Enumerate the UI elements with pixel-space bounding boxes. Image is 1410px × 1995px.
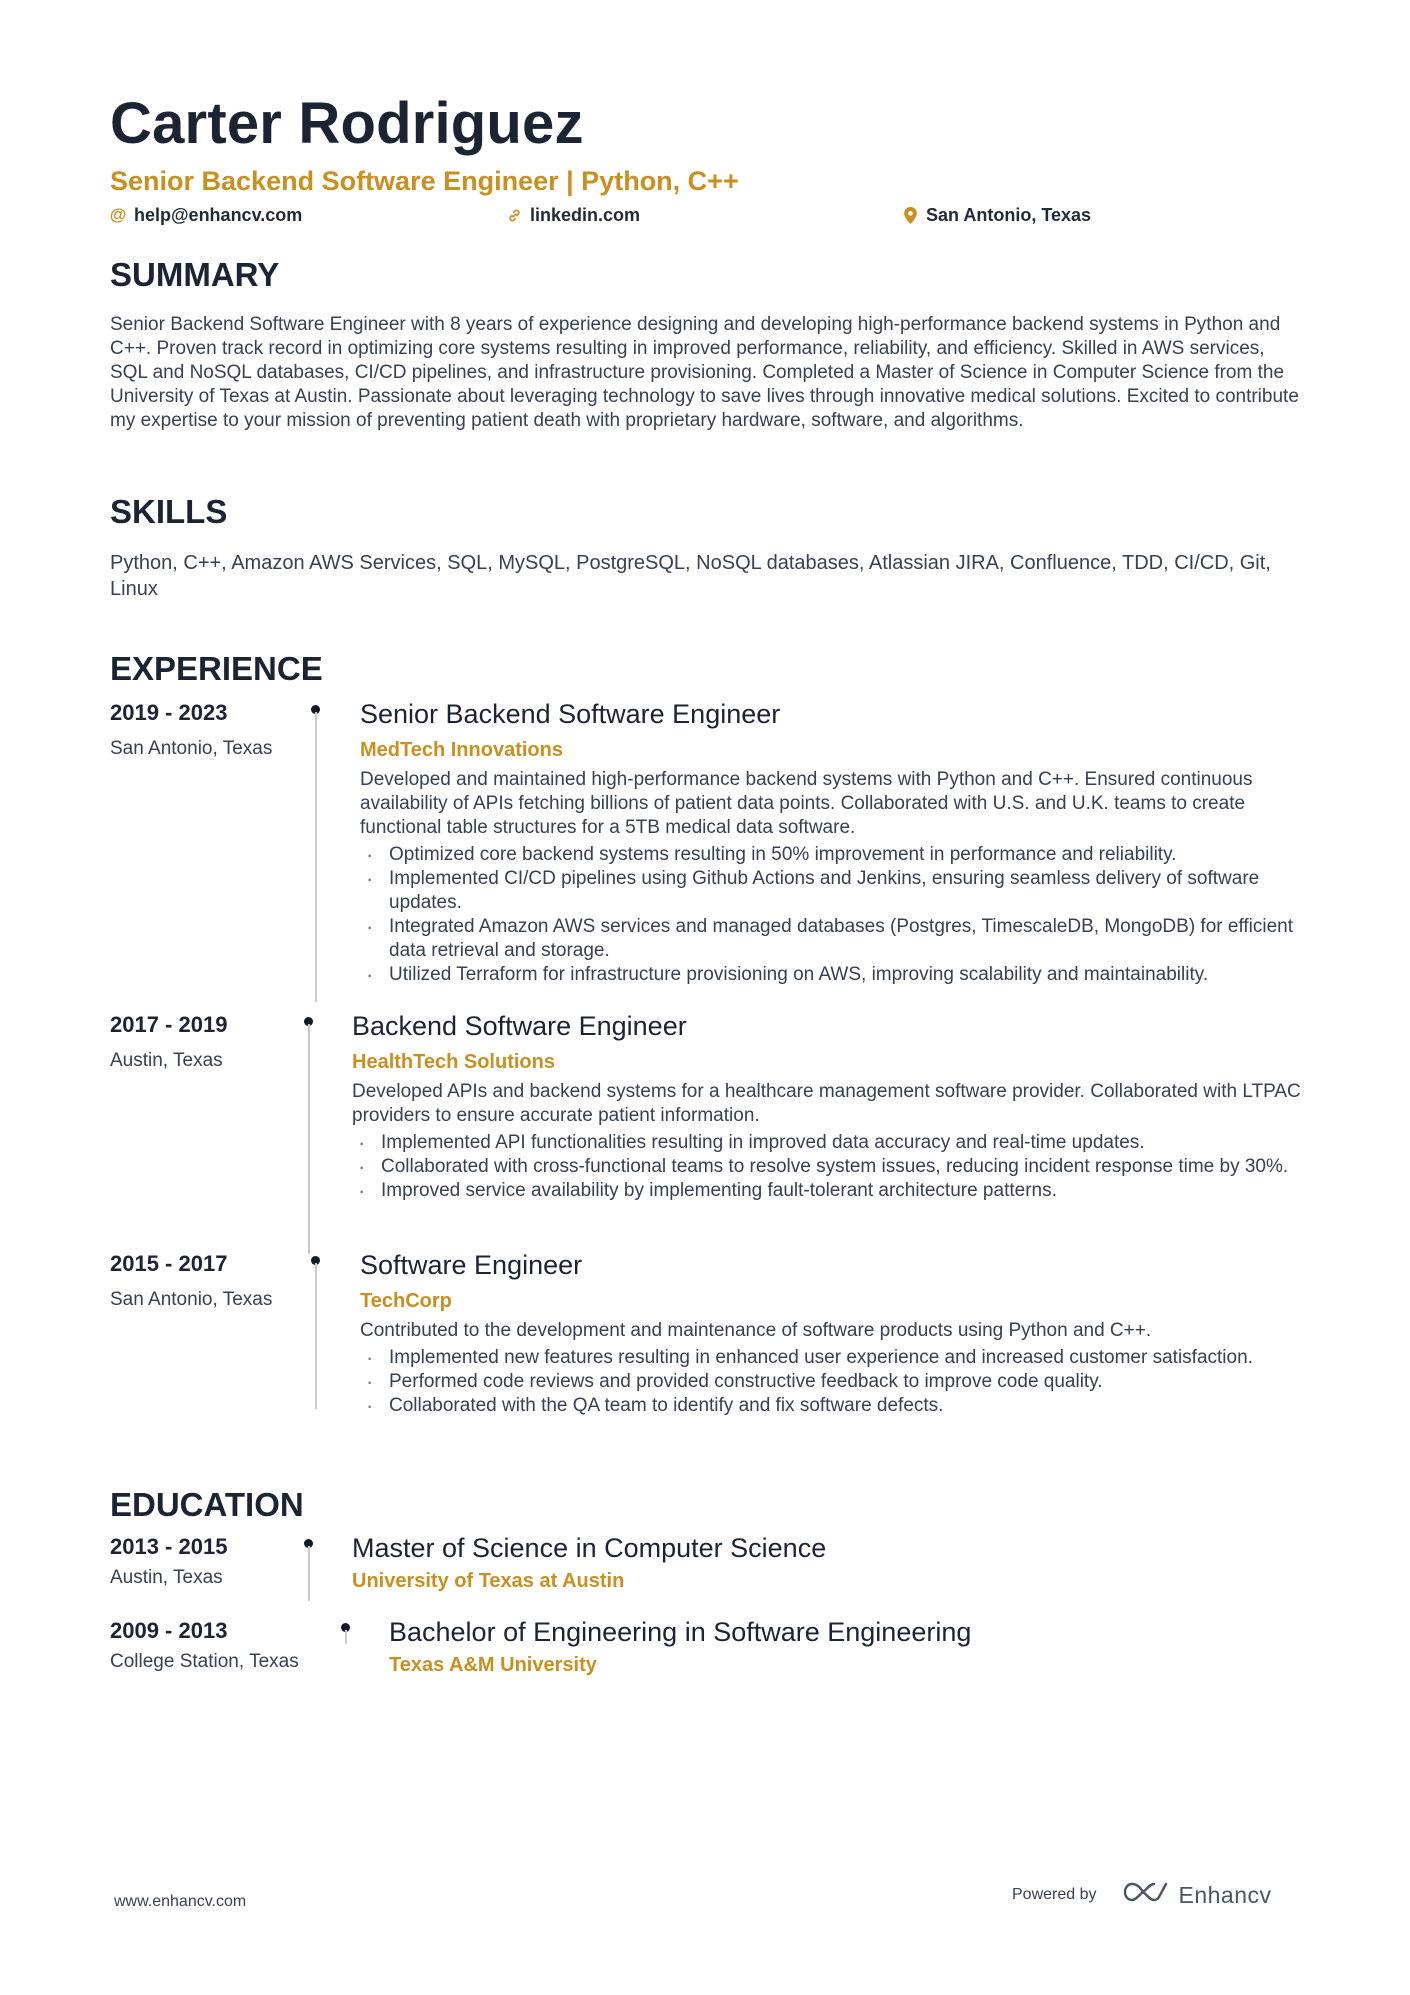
enhancv-logo[interactable]	[1123, 1880, 1272, 1910]
summary-section	[110, 258, 1305, 433]
timeline-line	[308, 1024, 310, 1254]
timeline-line	[345, 1630, 347, 1644]
experience-body	[360, 700, 1305, 987]
contact-location	[902, 205, 1091, 226]
achievement-item: · Collaborated with the QA team to identify and fix software defects.	[360, 1394, 1305, 1418]
education-dates: 2013 - 2015	[110, 1534, 228, 1559]
link-icon	[506, 208, 522, 223]
experience-dates: 2015 - 2017	[110, 1251, 228, 1276]
achievement-list	[352, 1131, 1305, 1203]
at-icon: @	[109, 205, 127, 225]
achievement-list	[360, 843, 1305, 987]
timeline-line	[315, 1263, 317, 1409]
location-pin-icon	[902, 207, 918, 224]
education-location: College Station, Texas	[110, 1651, 299, 1672]
job-title: Senior Backend Software Engineer	[360, 699, 781, 729]
skills-title: SKILLS	[110, 493, 228, 530]
education-dates: 2009 - 2013	[110, 1618, 228, 1643]
experience-location: San Antonio, Texas	[110, 1289, 273, 1310]
candidate-name: Carter Rodriguez	[110, 91, 584, 156]
education-body	[352, 1534, 1305, 1592]
achievement-item: · Collaborated with cross-functional teams to resolve system issues, reducing incident response time by 30%.	[352, 1155, 1305, 1179]
skills-section	[110, 495, 1305, 602]
achievement-item: · Integrated Amazon AWS services and managed databases (Postgres, TimescaleDB, MongoDB) for efficient data retrieval and storage.	[360, 915, 1305, 963]
experience-location: Austin, Texas	[110, 1050, 223, 1071]
achievement-item: · Implemented new features resulting in enhanced user experience and increased customer satisfaction.	[360, 1346, 1305, 1370]
summary-text: Senior Backend Software Engineer with 8 years of experience designing and developing high-performance backend systems in Python and C++. Proven track record in optimizing core systems resulting in improved performance, reliability, and efficiency. Skilled in AWS services, SQL and NoSQL databases, CI/CD pipelines, and infrastructure provisioning. Completed a Master of Science in Computer Science from the University of Texas at Austin. Passionate about leveraging technology to save lives through innovative medical solutions. Excited to contribute my expertise to your mission of preventing patient death with proprietary hardware, software, and algorithms.	[110, 314, 1299, 431]
footer-branding	[1012, 1880, 1272, 1910]
powered-by-label: Powered by	[1012, 1886, 1097, 1903]
timeline-line	[308, 1546, 310, 1601]
summary-title: SUMMARY	[110, 256, 280, 293]
footer-website[interactable]: www.enhancv.com	[114, 1893, 247, 1910]
degree-title: Bachelor of Engineering in Software Engineering	[389, 1617, 972, 1647]
job-description: Developed APIs and backend systems for a healthcare management software provider. Collaborated with LTPAC providers to ensure accurate patient information.	[352, 1080, 1301, 1126]
achievement-item: · Implemented CI/CD pipelines using Github Actions and Jenkins, ensuring seamless delivery of software updates.	[360, 867, 1305, 915]
achievement-item: · Utilized Terraform for infrastructure provisioning on AWS, improving scalability and maintainability.	[360, 963, 1305, 987]
company-name: MedTech Innovations	[360, 738, 563, 761]
company-name: HealthTech Solutions	[352, 1050, 555, 1073]
achievement-item: · Performed code reviews and provided constructive feedback to improve code quality.	[360, 1370, 1305, 1394]
achievement-item: · Improved service availability by implementing fault-tolerant architecture patterns.	[352, 1179, 1305, 1203]
education-location: Austin, Texas	[110, 1567, 223, 1588]
degree-title: Master of Science in Computer Science	[352, 1533, 827, 1563]
achievement-list	[360, 1346, 1305, 1418]
company-name: TechCorp	[360, 1289, 452, 1312]
experience-dates: 2017 - 2019	[110, 1012, 228, 1037]
job-description: Developed and maintained high-performance backend systems with Python and C++. Ensured continuous availability of APIs fetching billions of patient data points. Collaborated with U.S. and U.K. teams to create functional table structures for a 5TB medical data software.	[360, 768, 1253, 838]
school-name: Texas A&M University	[389, 1653, 597, 1676]
linkedin-text: linkedin.com	[530, 204, 641, 225]
job-description: Contributed to the development and maintenance of software products using Python and C++.	[360, 1319, 1152, 1341]
resume-page	[109, 91, 1305, 1676]
contact-bar	[110, 203, 1305, 233]
experience-title: EXPERIENCE	[110, 650, 323, 687]
experience-dates: 2019 - 2023	[110, 700, 228, 725]
job-title: Software Engineer	[360, 1250, 583, 1280]
headline: Senior Backend Software Engineer | Python, C++	[110, 166, 739, 196]
education-title: EDUCATION	[110, 1486, 304, 1523]
enhancv-logo-icon	[1123, 1880, 1169, 1910]
experience-body	[360, 1251, 1305, 1418]
email-text: help@enhancv.com	[134, 204, 303, 225]
achievement-item: · Optimized core backend systems resulting in 50% improvement in performance and reliability.	[360, 843, 1305, 867]
enhancv-wordmark: Enhancv	[1178, 1881, 1272, 1908]
education-section	[110, 1486, 1305, 1676]
job-title: Backend Software Engineer	[352, 1011, 687, 1041]
experience-section	[110, 650, 1305, 1416]
school-name: University of Texas at Austin	[352, 1569, 625, 1592]
experience-location: San Antonio, Texas	[110, 738, 273, 759]
achievement-item: · Implemented API functionalities resulting in improved data accuracy and real-time updates.	[352, 1131, 1305, 1155]
contact-email[interactable]	[110, 205, 302, 226]
skills-text: Python, C++, Amazon AWS Services, SQL, MySQL, PostgreSQL, NoSQL databases, Atlassian JIRA, Confluence, TDD, CI/CD, Git, Linux	[110, 552, 1271, 600]
timeline-line	[315, 712, 317, 1002]
contact-linkedin[interactable]	[506, 205, 640, 226]
location-text: San Antonio, Texas	[926, 204, 1092, 225]
education-body	[389, 1618, 1305, 1676]
experience-body	[352, 1012, 1305, 1203]
